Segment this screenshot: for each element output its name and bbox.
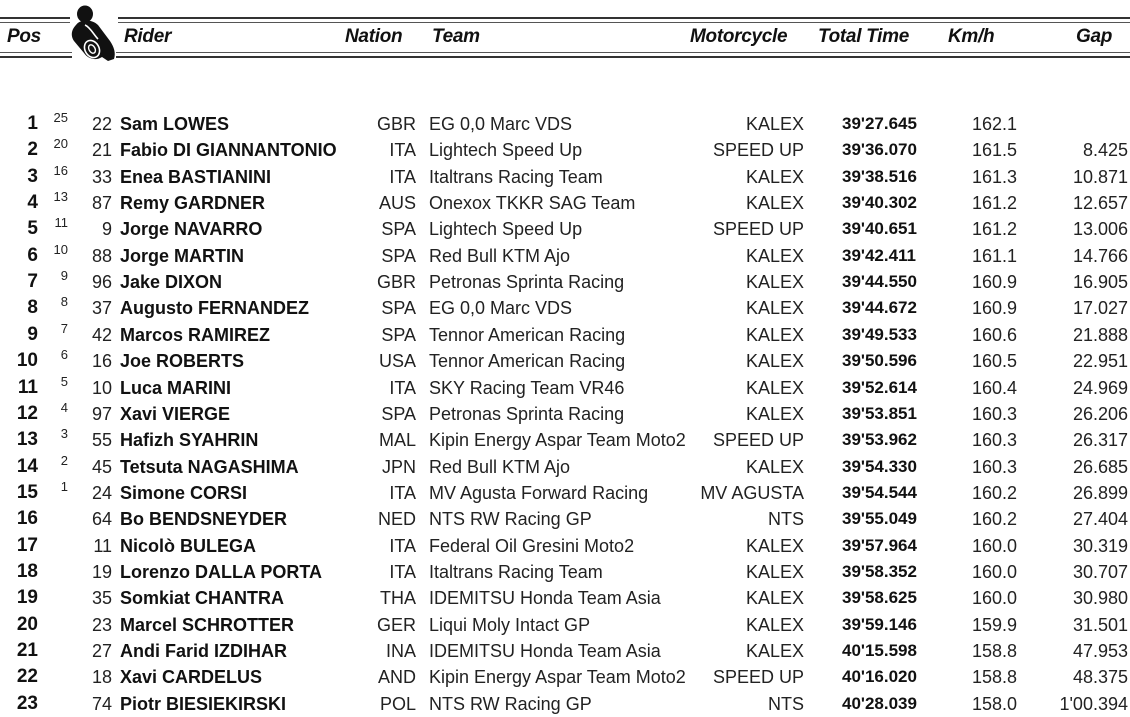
gap: 26.317 [1072,430,1128,451]
motorcycle: KALEX [745,377,804,398]
team: Tennor American Racing [429,351,626,372]
team: Italtrans Racing Team [429,561,603,582]
rider-name: Sam LOWES [120,114,230,134]
total-time: 39'36.070 [842,140,917,160]
position: 20 [16,613,38,635]
header-rule-top-right-outer [118,17,1130,19]
rider-name: Somkiat CHANTRA [120,588,285,609]
nation: USA [378,351,416,372]
table-row [0,691,1130,717]
team: EG 0,0 Marc VDS [429,298,573,319]
rider-number: 55 [91,430,112,451]
speed-kmh: 161.2 [972,193,1018,214]
speed-kmh: 161.1 [972,245,1018,266]
rider-number: 35 [91,588,112,609]
total-time: 39'58.352 [842,561,917,581]
position: 17 [16,534,38,556]
position: 21 [16,640,38,661]
speed-kmh: 160.4 [972,377,1018,398]
table-row [0,295,1130,321]
motorcycle: SPEED UP [712,430,804,451]
table-row [0,559,1130,585]
nation: ITA [389,482,416,503]
points: 4 [60,399,68,415]
rider-number: 64 [91,509,112,530]
table-row [0,216,1130,242]
rider-number: 87 [91,193,112,214]
nation: SPA [381,324,416,345]
position: 22 [16,666,38,688]
speed-kmh: 160.3 [972,403,1018,424]
speed-kmh: 160.0 [972,561,1018,582]
total-time: 39'58.625 [842,588,917,608]
table-row [0,164,1130,190]
points: 6 [60,347,68,363]
points: 5 [60,373,68,389]
table-row [0,190,1130,216]
table-row [0,638,1130,664]
nation: ITA [389,140,416,161]
nation: GER [376,614,416,635]
nation: GBR [376,272,416,293]
table-row [0,427,1130,453]
team: Kipin Energy Aspar Team Moto2 [429,430,686,451]
points: 2 [60,452,68,468]
rider-number: 11 [93,535,112,556]
gap: 24.969 [1072,377,1128,398]
rider-name: Simone CORSI [120,482,248,503]
position: 8 [27,297,38,319]
nation: NED [377,509,416,530]
total-time: 39'54.544 [842,482,917,502]
rider-number: 33 [91,166,112,187]
team: Lightech Speed Up [429,140,583,161]
speed-kmh: 158.8 [972,667,1018,688]
col-header-pos: Pos [7,26,41,47]
points: 10 [53,241,68,257]
team: SKY Racing Team VR46 [429,377,625,398]
rider-name: Tetsuta NAGASHIMA [120,456,299,477]
motorcycle: KALEX [745,166,804,187]
position: 9 [27,323,38,345]
total-time: 39'59.146 [842,614,917,634]
rider-number: 45 [91,456,112,477]
motorcycle: KALEX [745,614,804,635]
position: 12 [16,402,38,424]
rider-name: Xavi CARDELUS [120,667,263,688]
team: Petronas Sprinta Racing [429,403,625,424]
gap: 13.006 [1072,219,1128,240]
rider-name: Remy GARDNER [120,193,266,214]
rider-name: Jake DIXON [120,272,223,293]
position: 10 [16,350,38,372]
table-row [0,375,1130,401]
team: Red Bull KTM Ajo [429,456,571,477]
position: 2 [27,139,38,161]
rider-name: Augusto FERNANDEZ [120,298,309,319]
header-rule-top-left-outer [0,17,70,19]
motorcycle: KALEX [745,641,804,661]
speed-kmh: 160.0 [972,535,1018,556]
points: 7 [60,320,68,336]
col-header-gap: Gap [1076,26,1113,47]
gap: 48.375 [1072,667,1128,688]
motorcycle: SPEED UP [712,219,804,240]
team: Red Bull KTM Ajo [429,245,571,266]
table-row [0,269,1130,295]
speed-kmh: 160.3 [972,456,1018,477]
motorcycle: KALEX [745,456,804,477]
rider-number: 42 [91,324,112,345]
gap: 22.951 [1072,351,1128,372]
table-row [0,480,1130,506]
table-row [0,664,1130,690]
gap: 26.899 [1072,482,1128,503]
table-row [0,585,1130,611]
rider-name: Andi Farid IZDIHAR [120,641,287,661]
speed-kmh: 162.1 [972,114,1018,134]
header-rule-bottom-left-inner [0,52,72,53]
points: 16 [53,162,68,178]
motorcycle: KALEX [745,588,804,609]
position: 15 [16,481,38,503]
total-time: 39'49.533 [842,324,917,344]
points: 11 [54,215,68,231]
motorcycle: KALEX [745,535,804,556]
rider-number: 88 [91,245,112,266]
speed-kmh: 158.0 [972,693,1018,714]
motorcycle: KALEX [745,114,804,134]
rider-name: Nicolò BULEGA [120,535,257,556]
team: Federal Oil Gresini Moto2 [429,535,635,556]
motorcycle: KALEX [745,403,804,424]
position: 19 [16,587,38,609]
total-time: 40'16.020 [842,667,917,687]
table-row [0,111,1130,137]
rider-number: 10 [91,377,112,398]
gap: 27.404 [1072,509,1128,530]
nation: GBR [376,114,416,134]
speed-kmh: 158.8 [972,641,1018,661]
motorcycle: KALEX [745,245,804,266]
rider-number: 37 [91,298,112,319]
position: 14 [16,455,38,477]
position: 16 [16,508,38,530]
position: 18 [16,560,38,582]
total-time: 40'28.039 [842,693,917,713]
rider-name: Jorge NAVARRO [120,219,263,240]
speed-kmh: 160.3 [972,430,1018,451]
position: 11 [17,376,38,398]
speed-kmh: 160.9 [972,272,1018,293]
points: 3 [60,426,68,442]
rider-number: 96 [91,272,112,293]
motorcycle: KALEX [745,561,804,582]
rider-name: Lorenzo DALLA PORTA [120,561,322,582]
rider-name: Xavi VIERGE [120,403,231,424]
rider-number: 21 [91,140,112,161]
team: Italtrans Racing Team [429,166,603,187]
gap: 16.905 [1072,272,1128,293]
nation: SPA [381,298,416,319]
position: 6 [27,244,38,266]
motorcycle: NTS [768,509,804,530]
rider-name: Jorge MARTIN [120,245,245,266]
total-time: 39'57.964 [842,535,917,555]
gap: 47.953 [1072,641,1128,661]
total-time: 39'42.411 [842,245,917,265]
team: Onexox TKKR SAG Team [429,193,636,214]
rider-number: 97 [91,403,112,424]
position: 4 [27,192,38,214]
total-time: 39'44.672 [842,298,917,318]
total-time: 39'54.330 [842,456,917,476]
motorcycle: SPEED UP [712,667,804,688]
rider-name: Bo BENDSNEYDER [120,509,288,530]
points: 1 [60,478,68,494]
speed-kmh: 161.5 [972,140,1018,161]
rider-number: 22 [91,114,112,134]
motorcycle: KALEX [745,324,804,345]
gap: 26.685 [1072,456,1128,477]
nation: ITA [389,561,416,582]
nation: ITA [389,377,416,398]
rider-name: Hafizh SYAHRIN [120,430,259,451]
speed-kmh: 161.2 [972,219,1018,240]
total-time: 39'27.645 [842,114,917,133]
total-time: 39'50.596 [842,351,917,371]
rider-name: Enea BASTIANINI [120,166,272,187]
speed-kmh: 160.2 [972,482,1018,503]
gap: 30.319 [1072,535,1128,556]
team: Tennor American Racing [429,324,626,345]
position: 5 [27,218,38,240]
gap: 10.871 [1072,166,1128,187]
rider-number: 27 [91,641,112,661]
gap: 17.027 [1072,298,1128,319]
speed-kmh: 161.3 [972,166,1018,187]
team: Lightech Speed Up [429,219,583,240]
speed-kmh: 160.9 [972,298,1018,319]
total-time: 39'53.851 [842,403,917,423]
motorcycle: KALEX [745,193,804,214]
total-time: 40'15.598 [842,641,917,660]
motorcycle: KALEX [745,272,804,293]
nation: AUS [378,193,416,214]
gap: 1'00.394 [1059,693,1128,714]
table-row [0,243,1130,269]
rider-name: Marcos RAMIREZ [120,324,271,345]
header-rule-top-left-inner [0,22,70,23]
col-header-team: Team [432,26,480,47]
team: IDEMITSU Honda Team Asia [429,588,661,609]
col-header-total-time: Total Time [818,26,909,47]
table-row [0,348,1130,374]
rider-name: Luca MARINI [120,377,232,398]
team: NTS RW Racing GP [429,693,592,714]
position: 7 [27,271,38,293]
header-rule-bottom-left-outer [0,56,72,58]
nation: POL [379,693,416,714]
rider-number: 19 [91,561,112,582]
table-row [0,612,1130,638]
motorcycle: KALEX [745,351,804,372]
col-header-kmh: Km/h [948,26,995,47]
nation: THA [380,588,416,609]
points: 13 [53,189,68,205]
rider-number: 74 [91,693,112,714]
rider-number: 18 [91,667,112,688]
nation: AND [377,667,416,688]
team: Petronas Sprinta Racing [429,272,625,293]
total-time: 39'44.550 [842,272,917,292]
points: 9 [60,268,68,284]
team: IDEMITSU Honda Team Asia [429,641,661,661]
col-header-rider: Rider [124,26,172,47]
gap: 21.888 [1072,324,1128,345]
position: 23 [16,692,38,714]
total-time: 39'40.302 [842,193,917,213]
motorcycle: SPEED UP [712,140,804,161]
speed-kmh: 160.0 [972,588,1018,609]
table-row [0,533,1130,559]
header-rule-bottom-right-outer [116,56,1130,58]
table-row [0,454,1130,480]
points: 25 [53,110,68,125]
rider-number: 9 [101,219,112,240]
header-rule-top-right-inner [118,22,1130,23]
table-row [0,137,1130,163]
rider-number: 24 [91,482,112,503]
total-time: 39'55.049 [842,509,917,529]
gap: 12.657 [1072,193,1128,214]
team: NTS RW Racing GP [429,509,592,530]
nation: SPA [381,403,416,424]
nation: MAL [378,430,416,451]
team: Liqui Moly Intact GP [429,614,591,635]
rider-number: 23 [91,614,112,635]
header-rule-bottom-right-inner [116,52,1130,53]
table-row [0,506,1130,532]
gap: 8.425 [1082,140,1128,161]
speed-kmh: 159.9 [972,614,1018,635]
gap: 14.766 [1072,245,1128,266]
total-time: 39'53.962 [842,430,917,450]
nation: JPN [381,456,416,477]
table-row [0,401,1130,427]
team: EG 0,0 Marc VDS [429,114,573,134]
rider-name: Piotr BIESIEKIRSKI [120,693,287,714]
nation: INA [385,641,416,661]
rider-name: Fabio DI GIANNANTONIO [120,140,337,161]
position: 13 [16,429,38,451]
table-row [0,322,1130,348]
team: Kipin Energy Aspar Team Moto2 [429,667,686,688]
points: 20 [53,136,68,152]
rider-name: Joe ROBERTS [120,351,245,372]
position: 3 [27,165,38,187]
col-header-nation: Nation [345,26,403,47]
team: MV Agusta Forward Racing [429,482,649,503]
nation: ITA [389,535,416,556]
points: 8 [60,294,68,310]
gap: 30.980 [1072,588,1128,609]
total-time: 39'40.651 [842,219,917,239]
motorcycle: KALEX [745,298,804,319]
motorcycle: MV AGUSTA [700,482,804,503]
total-time: 39'52.614 [842,377,917,397]
motorcycle-rider-icon [68,5,120,63]
rider-name: Marcel SCHROTTER [120,614,295,635]
total-time: 39'38.516 [842,166,917,186]
nation: ITA [389,166,416,187]
motorcycle: NTS [768,693,804,714]
rider-number: 16 [91,351,112,372]
position: 1 [27,113,38,134]
col-header-motorcycle: Motorcycle [690,26,788,47]
speed-kmh: 160.5 [972,351,1018,372]
speed-kmh: 160.2 [972,509,1018,530]
nation: SPA [381,245,416,266]
gap: 30.707 [1072,561,1128,582]
gap: 26.206 [1072,403,1128,424]
gap: 31.501 [1072,614,1128,635]
speed-kmh: 160.6 [972,324,1018,345]
nation: SPA [381,219,416,240]
